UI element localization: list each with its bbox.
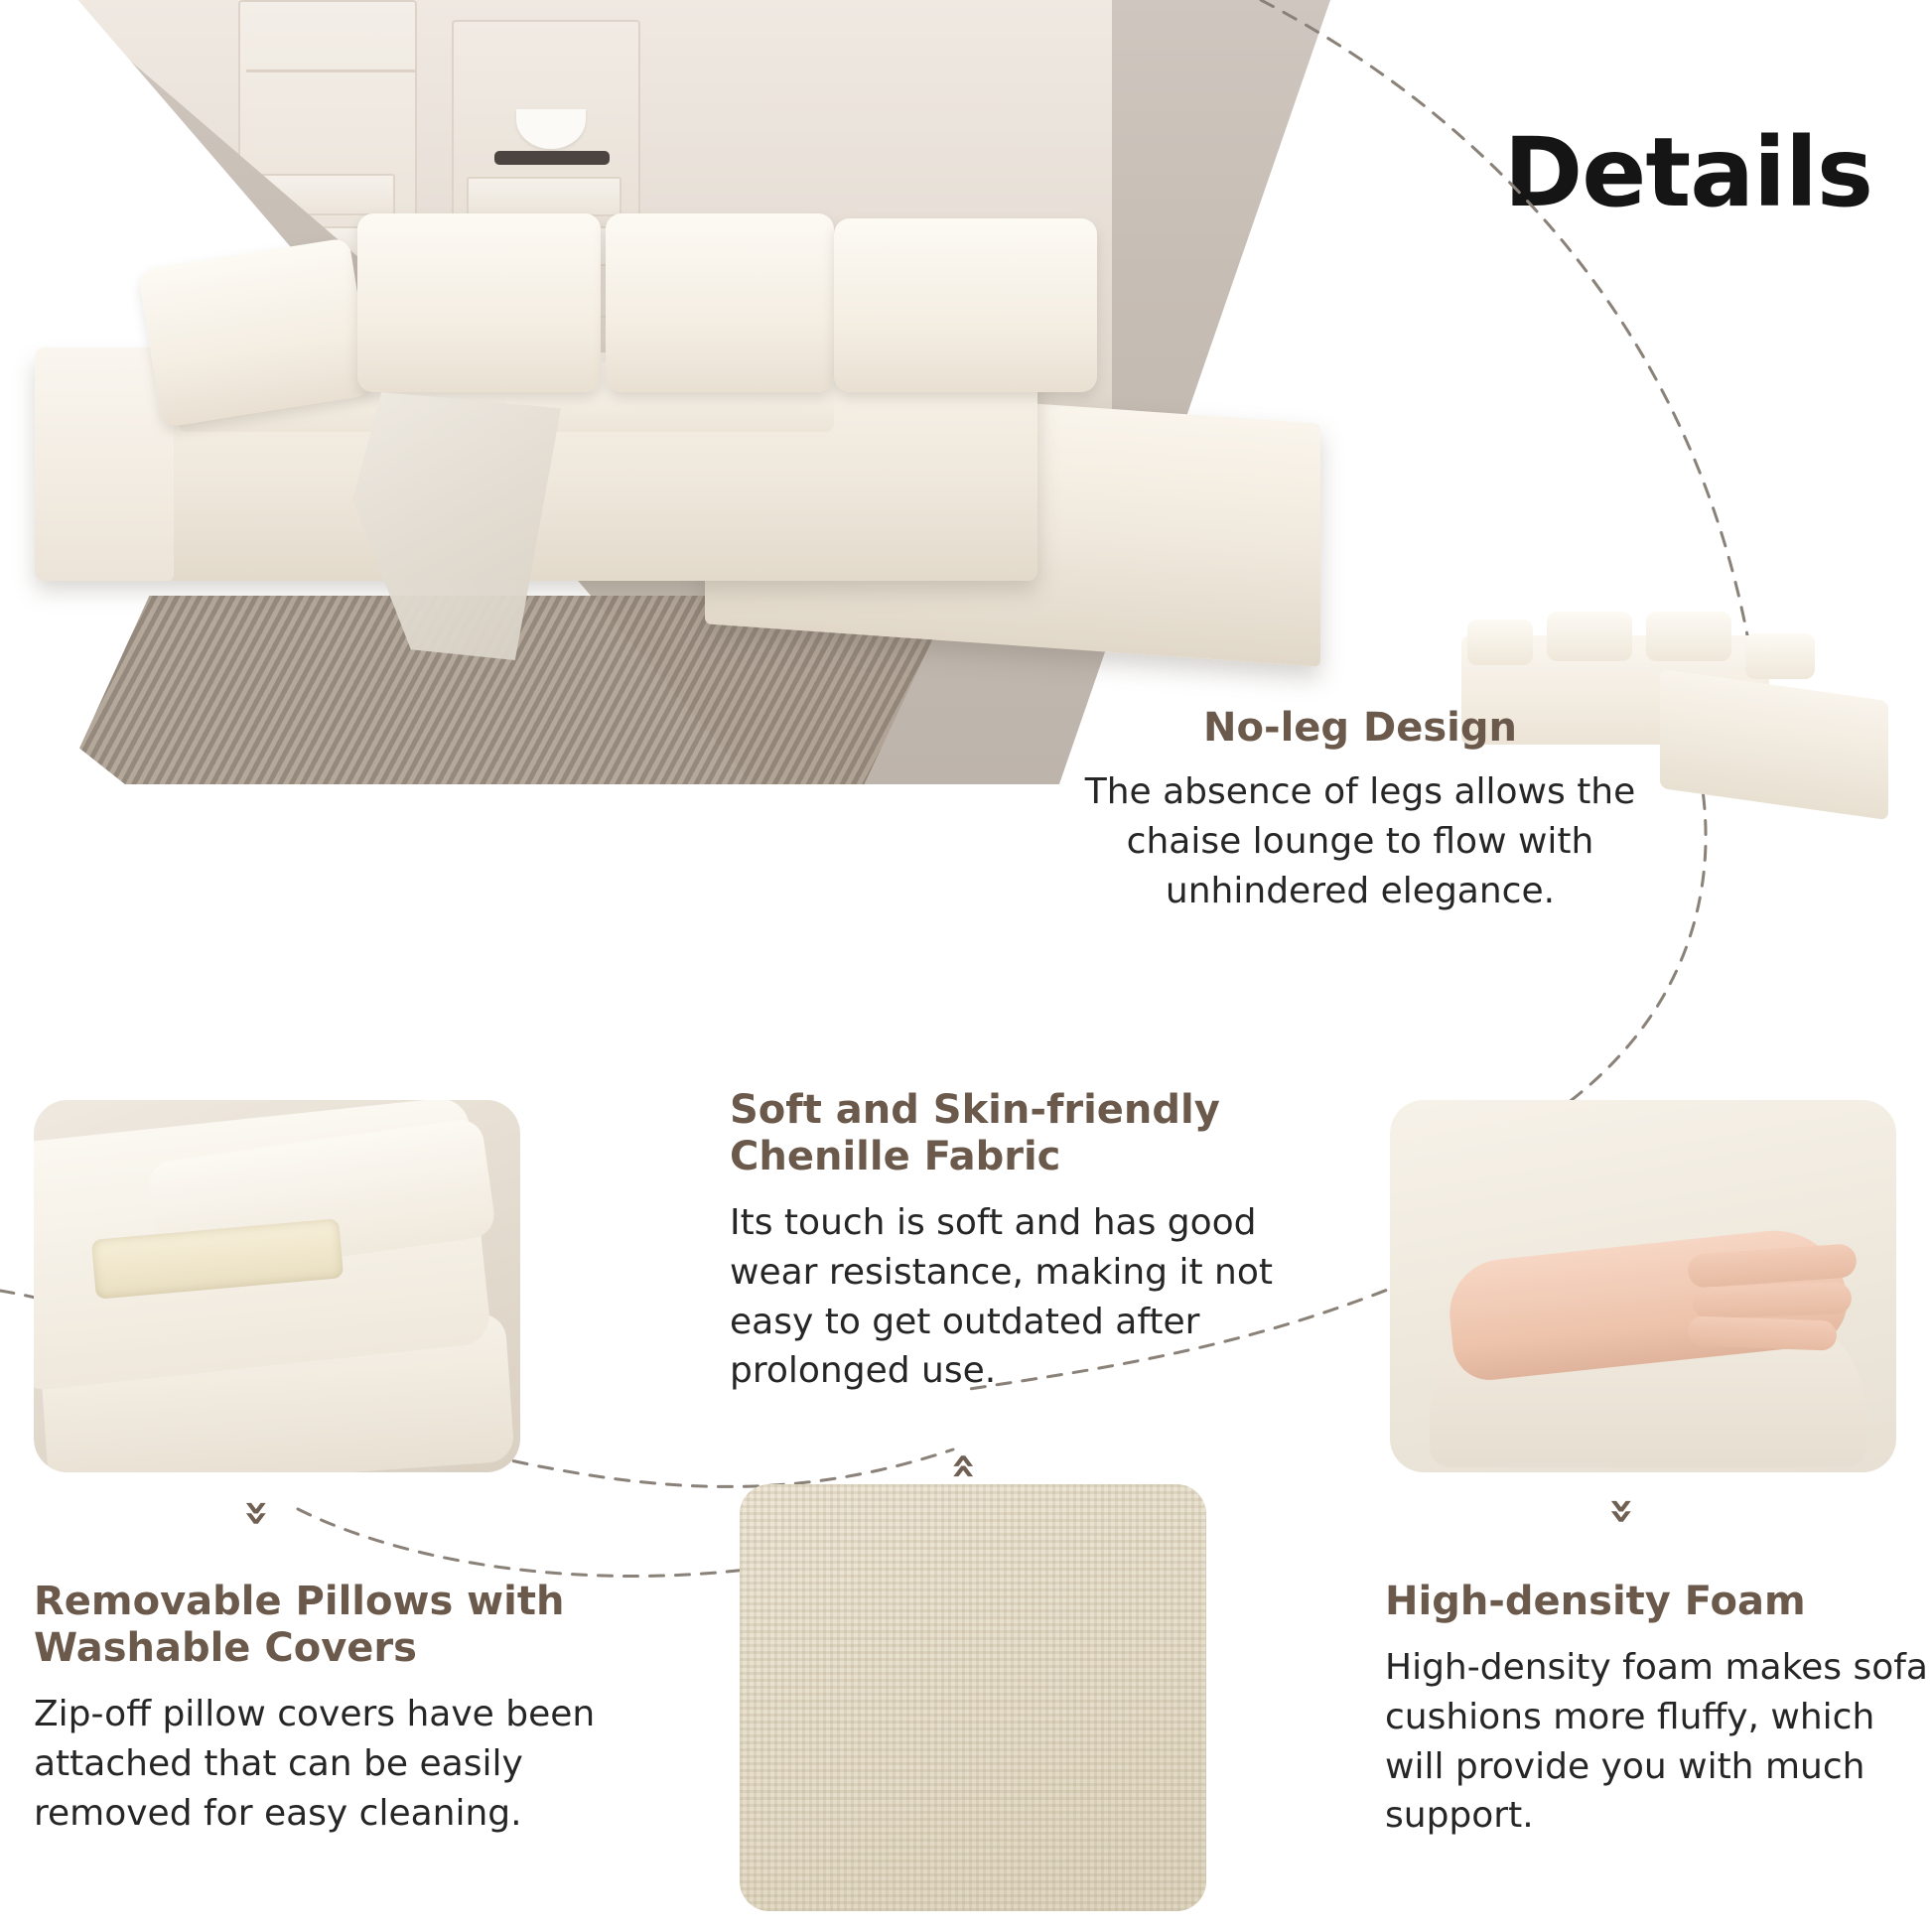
chevron-up-icon: » [936,1451,988,1481]
feature-heading: No-leg Design [1203,705,1517,751]
finger-2 [1692,1282,1852,1319]
back-pillow-1 [138,237,373,428]
sofa-arm [35,347,174,581]
feature-heading: Soft and Skin-friendly Chenille Fabric [730,1087,1220,1180]
thumbnail-pillow-1 [1467,620,1533,665]
feature-removable-pillows [34,1579,649,1838]
feature-heading: Removable Pillows with Washable Covers [34,1579,565,1672]
thumbnail-pillow-4 [1745,633,1815,679]
thumbnail-pillow-3 [1646,612,1731,661]
feature-body: Zip-off pillow covers have been attached that can be easily removed for easy cleaning. [34,1694,596,1834]
fabric-swatch-photo [740,1484,1206,1911]
feature-high-density-foam [1385,1579,1932,1841]
feature-heading: High-density Foam [1385,1579,1806,1624]
chevron-down-icon: » [1597,1496,1649,1526]
plate-decor [494,151,610,165]
back-pillow-2 [357,213,601,392]
feature-body: The absence of legs allows the chaise lounge to flow with unhindered elegance. [1084,771,1636,911]
drawer-4 [467,177,621,216]
thumbnail-pillow-2 [1547,612,1632,661]
feature-no-leg-design [1082,705,1638,915]
feature-body: High-density foam makes sofa cushions more fluffy, which will provide you with much support. [1385,1647,1928,1837]
cabinet-shelf-line [246,69,415,72]
pillow-zipper-photo [34,1100,520,1472]
thumbnail-chaise [1660,669,1888,820]
finger-3 [1688,1315,1838,1350]
feature-body: Its touch is soft and has good wear resistance, making it not easy to get outdated after prolonged use. [730,1202,1273,1392]
feature-chenille-fabric [730,1087,1286,1396]
chevron-down-icon: » [232,1498,284,1528]
back-pillow-4 [834,218,1097,392]
back-pillow-3 [606,213,834,392]
foam-hand-photo [1390,1100,1896,1472]
page-title: Details [1503,117,1872,228]
